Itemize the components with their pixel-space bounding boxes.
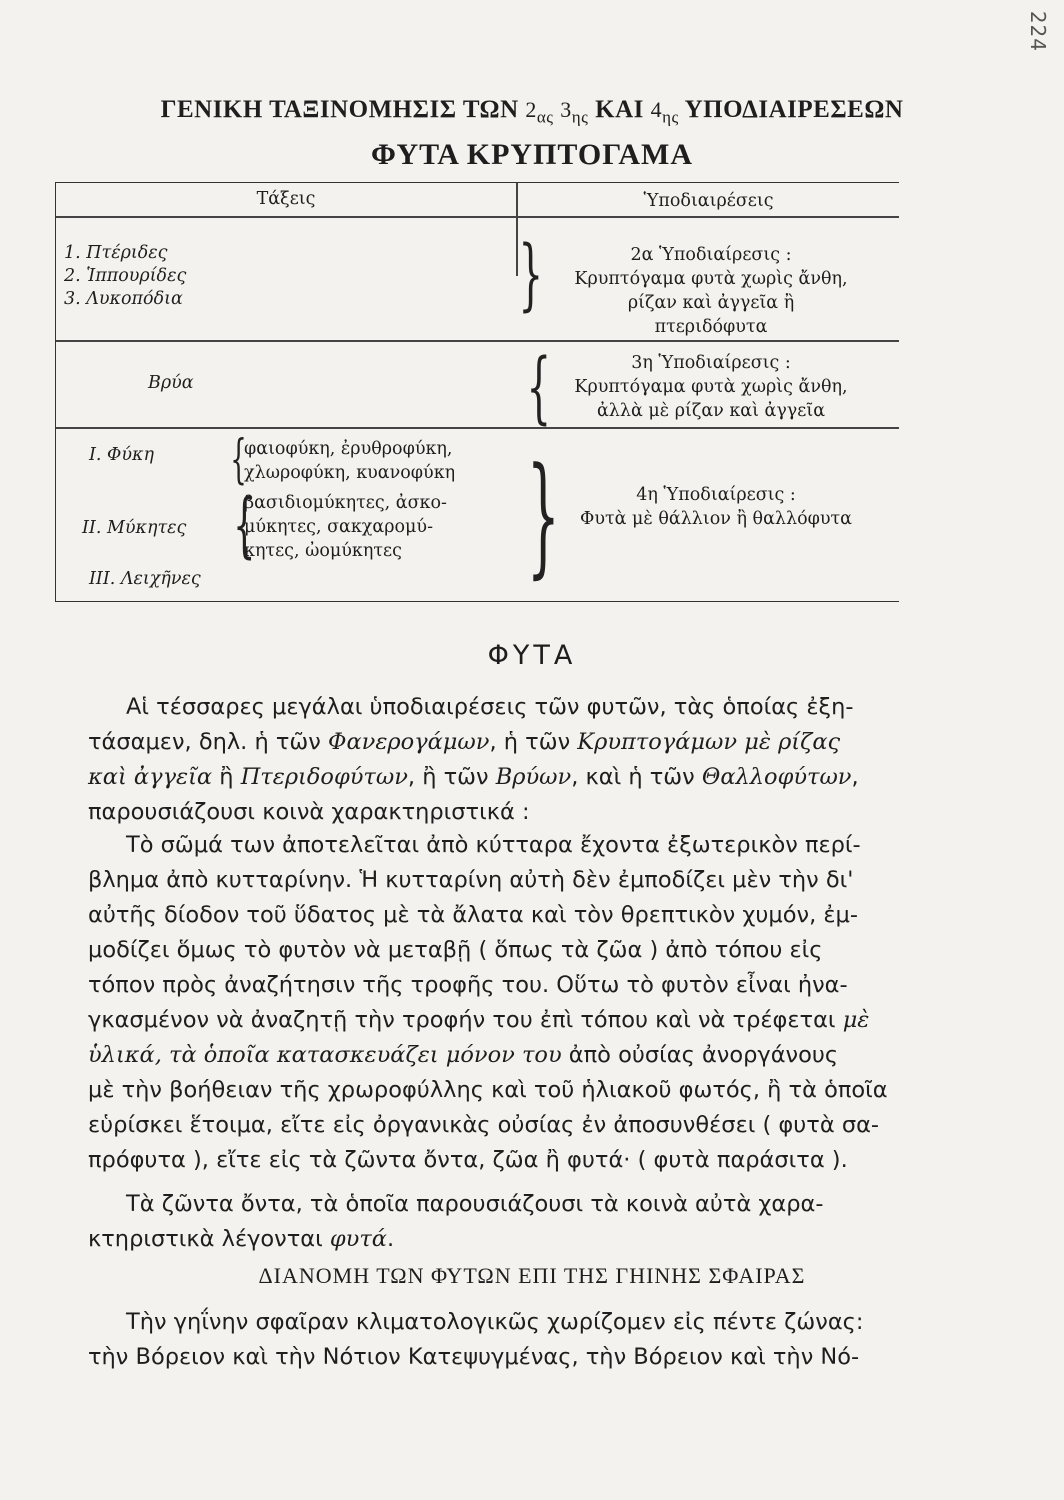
section-title-plants: ΦΥΤΑ (487, 640, 577, 671)
header-divider (56, 216, 899, 218)
ordinal-2: $2_{\alpha\varsigma}$ (525, 97, 554, 127)
class-item: 3. Λυκοπόδια (64, 289, 183, 309)
paragraph-2: Τὸ σῶμά των ἀποτελεῖται ἀπὸ κύτταρα ἔχοντα ἐξωτερικὸν περί- βλημα ἀπὸ κυτταρίνην. Ἡ κυτταρίνη αὐτὴ δὲν ἐμποδίζει μὲν τὴν δι' αὐτῆς δίοδον τοῦ ὕδατος μὲ τὰ ἄλατα καὶ τὸν θρεπτικὸν χυμόν, ἐμ- μοδίζει ὅμως τὸ φυτὸν νὰ μεταβῇ ( ὅπως τὰ ζῶα ) ἀπὸ τόπου εἰς τόπον πρὸς ἀναζήτησιν τῆς τροφῆς του. Οὕτω τὸ φυτὸν εἶναι ἠνα- γκασμένον νὰ ἀναζητῇ τὴν τροφήν του ἐπὶ τόπου καὶ νὰ τρέφεται μὲ ὑλικά, τὰ ὁποῖα κατασκευάζει μόνον του ἀπὸ οὐσίας ἀνοργάνους μὲ τὴν βοήθειαν τῆς χρωροφύλλης καὶ τοῦ ἡλιακοῦ φωτός, ἢ τὰ ὁποῖα εὑρίσκει ἕτοιμα, εἴτε εἰς ὀργανικὰς οὐσίας ἐν ἀποσυνθέσει ( φυτὰ σα- πρόφυτα ), εἴτε εἰς τὰ ζῶντα ὄντα, ζῶα ἢ φυτά· ( φυτὰ παράσιτα ). (88, 832, 888, 1173)
class-item: 2. Ἱππουρίδες (64, 266, 187, 286)
algae-types: φαιοφύκη, ἐρυθροφύκη, χλωροφύκη, κυανοφύκη (244, 439, 456, 483)
class-item: ΙΙΙ. Λειχῆνες (89, 569, 201, 589)
right-brace: } (518, 230, 544, 320)
subdivision-2: 2α Ὑποδιαίρεσις : Κρυπτόγαμα φυτὰ χωρὶς ἄνθη, ρίζαν καὶ ἀγγεῖα ἢ πτεριδόφυτα (574, 245, 848, 337)
subdivision-3: 3η Ὑποδιαίρεσις : Κρυπτόγαμα φυτὰ χωρὶς ἄνθη, ἀλλὰ μὲ ρίζαν καὶ ἀγγεῖα (574, 353, 848, 421)
class-item: Ι. Φύκη (89, 445, 154, 465)
distribution-heading: ΔΙΑΝΟΜΗ ΤΩΝ ΦΥΤΩΝ ΕΠΙ ΤΗΣ ΓΗΙΝΗΣ ΣΦΑΙΡΑΣ (258, 1263, 806, 1288)
paragraph-3: Τὰ ζῶντα ὄντα, τὰ ὁποῖα παρουσιάζουσι τὰ κοινὰ αὐτὰ χαρα- κτηριστικὰ λέγονται φυτά. (88, 1191, 824, 1252)
class-item: ΙΙ. Μύκητες (82, 518, 187, 538)
left-brace: { (233, 484, 256, 566)
paragraph-4: Τὴν γηΐνην σφαῖραν κλιματολογικῶς χωρίζομεν εἰς πέντε ζώνας: τὴν Βόρειον καὶ τὴν Νότιον Κατεψυγμένας, τὴν Βόρειον καὶ τὴν Νό- (88, 1309, 864, 1370)
col-header-subdivisions: Ὑποδιαιρέσεις (643, 191, 774, 211)
left-brace: { (526, 343, 552, 433)
fungi-types: βασιδιομύκητες, ἀσκο- μύκητες, σακχαρομύ- κητες, ὠομύκητες (244, 493, 447, 561)
class-item: Βρύα (148, 373, 194, 393)
heading-and: ΚΑΙ (595, 96, 644, 123)
ordinal-4: $4_{\eta\varsigma}$ (650, 97, 679, 127)
subdivision-4: 4η Ὑποδιαίρεσις : Φυτὰ μὲ θάλλιον ἢ θαλλόφυτα (579, 485, 853, 529)
classification-heading (0, 96, 1064, 127)
row-divider (56, 340, 899, 342)
right-brace: } (526, 439, 560, 591)
page-number: 224 (1026, 10, 1050, 52)
heading-suffix: ΥΠΟΔΙΑΙΡΕΣΕΩΝ (684, 96, 904, 123)
col-header-classes: Τάξεις (256, 189, 316, 209)
heading-prefix: ΓΕΝΙΚΗ ΤΑΞΙΝΟΜΗΣΙΣ ΤΩΝ (160, 96, 519, 123)
classification-table (55, 182, 899, 602)
ordinal-3: $3_{\eta\varsigma}$ (560, 97, 589, 127)
cryptogam-subtitle: ΦΥΤΑ ΚΡΥΠΤΟΓΑΜΑ (371, 138, 693, 171)
row-divider (56, 427, 899, 429)
class-item: 1. Πτέριδες (64, 243, 168, 263)
paragraph-1: Αἱ τέσσαρες μεγάλαι ὑποδιαιρέσεις τῶν φυτῶν, τὰς ὁποίας ἐξη- τάσαμεν, δηλ. ἡ τῶν Φανερογάμων, ἡ τῶν Κρυπτογάμων μὲ ρίζας καὶ ἀγγεῖα ἢ Πτεριδοφύτων, ἢ τῶν Βρύων, καὶ ἡ τῶν Θαλλοφύτων, παρουσιάζουσι κοινὰ χαρακτηριστικά : (88, 694, 859, 825)
left-brace: { (230, 430, 247, 490)
